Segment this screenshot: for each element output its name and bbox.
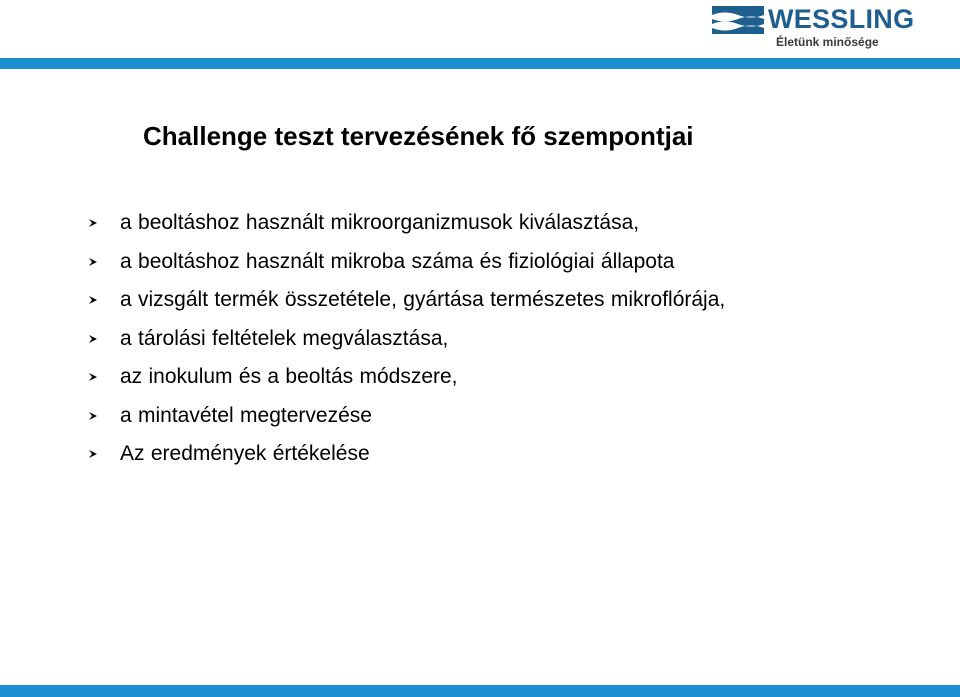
bullet-text: az inokulum és a beoltás módszere, — [120, 365, 458, 388]
list-item — [0, 284, 960, 323]
list-item — [0, 400, 960, 439]
bullet-text: Az eredmények értékelése — [120, 442, 370, 465]
bullet-text: a beoltáshoz használt mikroba száma és fiziológiai állapota — [120, 249, 675, 273]
list-item — [0, 361, 960, 400]
list-item — [0, 438, 960, 477]
arrowhead-bullet-icon — [88, 257, 98, 267]
logo-wordmark: WESSLING — [768, 4, 915, 34]
arrowhead-bullet-icon — [88, 295, 98, 305]
bullet-text: a beoltáshoz használt mikroorganizmusok kiválasztása, — [120, 211, 640, 234]
arrowhead-bullet-icon — [88, 334, 98, 344]
arrowhead-bullet-icon — [88, 372, 98, 382]
bullet-list — [0, 207, 960, 477]
footer-accent-bar — [0, 685, 960, 697]
arrowhead-bullet-icon — [88, 218, 98, 228]
logo-tagline: Életünk minősége — [776, 35, 879, 49]
wessling-logo — [712, 4, 947, 54]
slide-title: Challenge teszt tervezésének fő szempontjai — [143, 121, 694, 151]
bullet-text: a mintavétel megtervezése — [120, 403, 372, 427]
arrowhead-bullet-icon — [88, 449, 98, 459]
list-item — [0, 207, 960, 246]
arrowhead-bullet-icon — [88, 411, 98, 421]
bullet-text: a vizsgált termék összetétele, gyártása természetes mikroflórája, — [120, 288, 726, 311]
header-accent-bar — [0, 58, 960, 69]
bullet-text: a tárolási feltételek megválasztása, — [120, 326, 449, 350]
list-item — [0, 246, 960, 285]
list-item — [0, 323, 960, 362]
wave-logo-icon — [712, 6, 764, 34]
